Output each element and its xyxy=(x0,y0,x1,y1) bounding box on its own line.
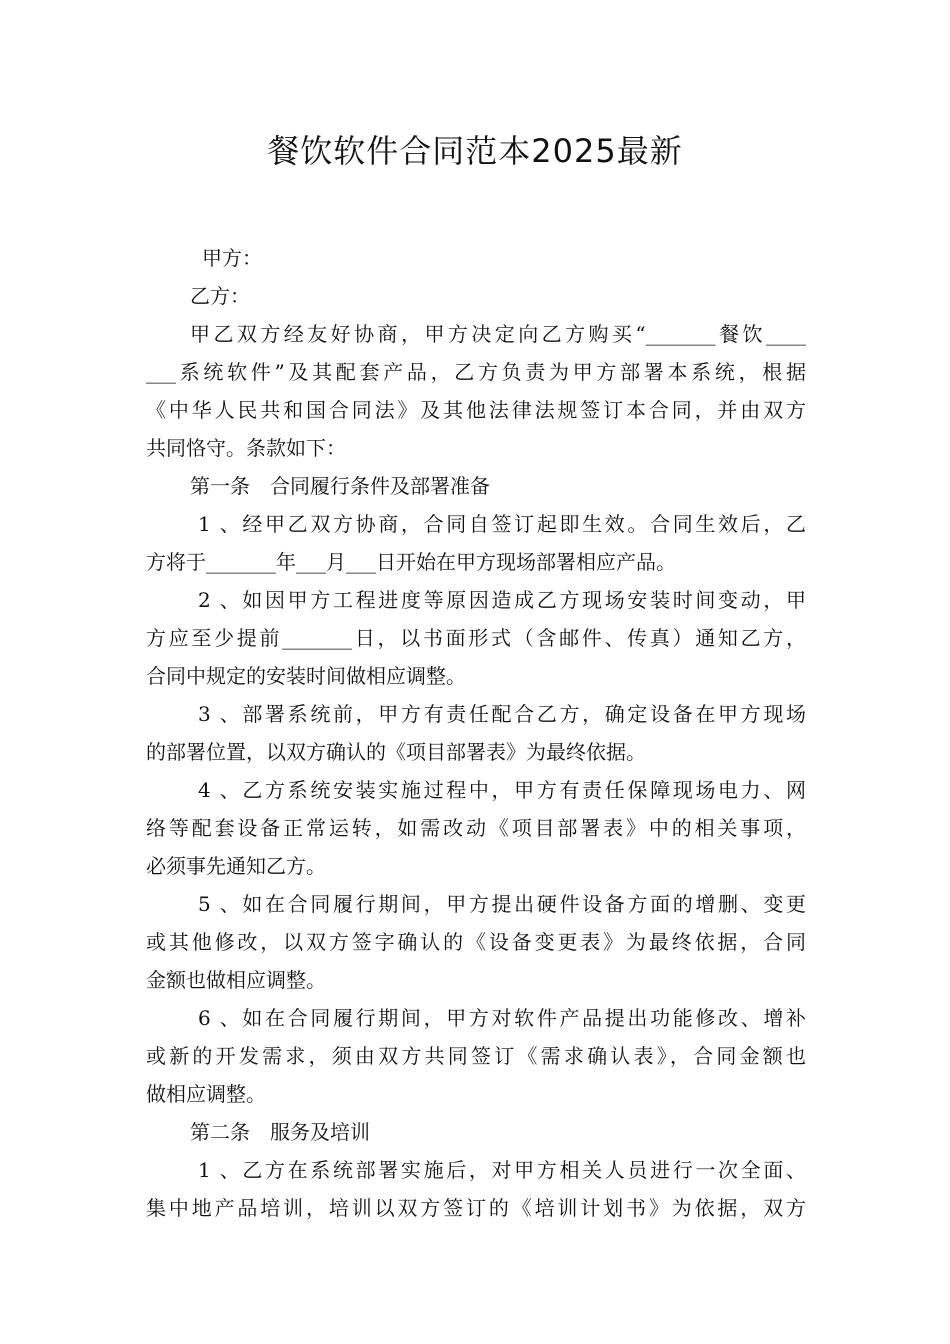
body-line: 方应至少提前_______日，以书面形式（含邮件、传真）通知乙方， xyxy=(146,626,806,650)
document-body xyxy=(146,242,806,1224)
body-line: 1 、乙方在系统部署实施后，对甲方相关人员进行一次全面、 xyxy=(198,1158,806,1182)
body-line: 集中地产品培训，培训以双方签订的《培训计划书》为依据，双方 xyxy=(146,1196,806,1220)
body-line: 金额也做相应调整。 xyxy=(146,968,326,992)
body-line: 或新的开发需求，须由双方共同签订《需求确认表》，合同金额也 xyxy=(146,1044,806,1068)
body-line: 《中华人民共和国合同法》及其他法律法规签订本合同，并由双方 xyxy=(146,398,806,422)
body-line: 的部署位置，以双方确认的《项目部署表》为最终依据。 xyxy=(146,740,646,764)
body-line: 4 、乙方系统安装实施过程中，甲方有责任保障现场电力、网 xyxy=(198,778,806,802)
body-line: 做相应调整。 xyxy=(146,1082,266,1106)
body-line: 1 、经甲乙双方协商，合同自签订起即生效。合同生效后，乙 xyxy=(198,512,806,536)
body-line: 乙方： xyxy=(190,284,250,308)
body-line: ___系统软件”及其配套产品，乙方负责为甲方部署本系统，根据 xyxy=(146,360,806,384)
document-title: 餐饮软件合同范本2025最新 xyxy=(267,132,683,170)
body-line: 方将于_______年___月___日开始在甲方现场部署相应产品。 xyxy=(146,550,676,574)
body-line: 必须事先通知乙方。 xyxy=(146,854,326,878)
body-line: 第一条 合同履行条件及部署准备 xyxy=(190,474,490,498)
body-line: 甲乙双方经友好协商，甲方决定向乙方购买“_______餐饮____ xyxy=(190,322,806,346)
body-line: 甲方： xyxy=(202,246,262,270)
body-line: 3 、部署系统前，甲方有责任配合乙方，确定设备在甲方现场 xyxy=(198,702,806,726)
body-line: 或其他修改，以双方签字确认的《设备变更表》为最终依据，合同 xyxy=(146,930,806,954)
body-line: 合同中规定的安装时间做相应调整。 xyxy=(146,664,466,688)
body-line: 共同恪守。条款如下： xyxy=(146,436,346,460)
body-line: 5 、如在合同履行期间，甲方提出硬件设备方面的增删、变更 xyxy=(198,892,806,916)
body-line: 2 、如因甲方工程进度等原因造成乙方现场安装时间变动，甲 xyxy=(198,588,806,612)
body-line: 络等配套设备正常运转，如需改动《项目部署表》中的相关事项， xyxy=(146,816,806,840)
body-line: 第二条 服务及培训 xyxy=(190,1120,370,1144)
body-line: 6 、如在合同履行期间，甲方对软件产品提出功能修改、增补 xyxy=(198,1006,806,1030)
